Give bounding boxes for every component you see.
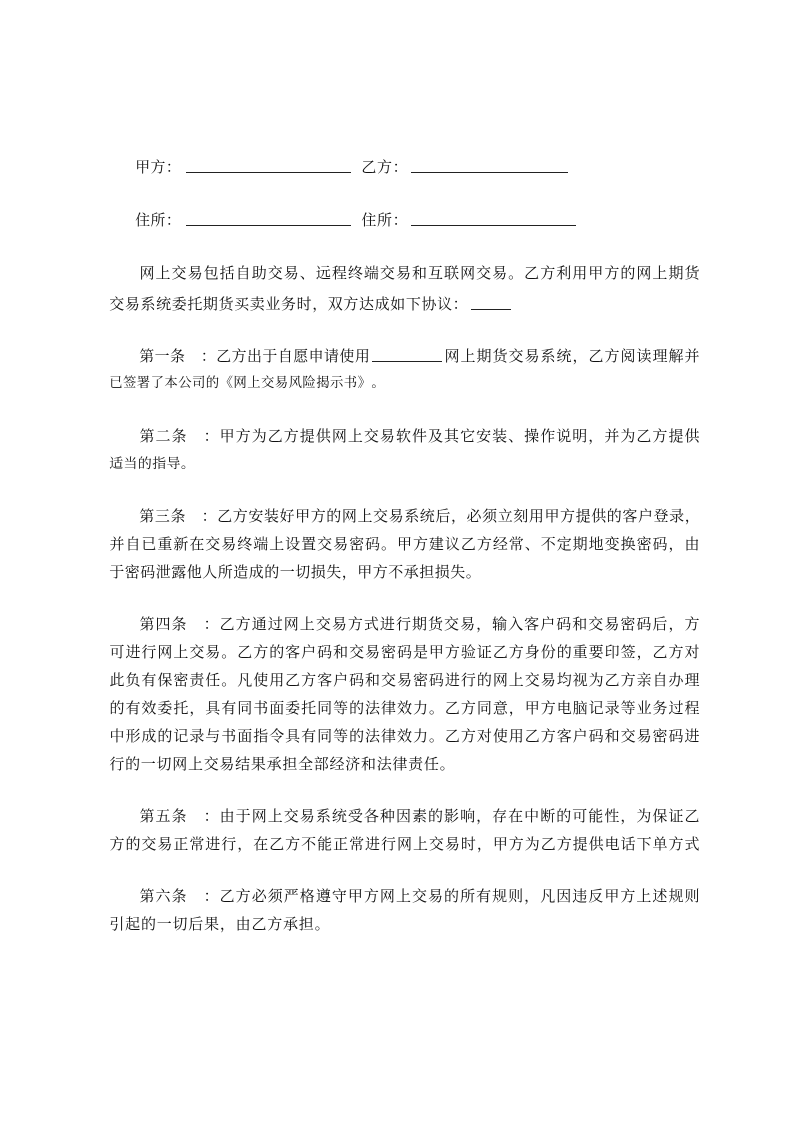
preamble-blank xyxy=(471,309,511,310)
paragraph-line xyxy=(0,696,793,720)
party-b-blank xyxy=(411,172,568,173)
article-1-blank xyxy=(372,361,442,362)
paragraph-line xyxy=(0,532,793,556)
paragraph-line xyxy=(0,292,793,316)
article-1-line-1-part-2: 网 上 期 货 交 易 系 统 ， 乙 方 阅 读 理 解 并 xyxy=(444,347,700,365)
paragraph-line xyxy=(0,560,793,584)
address-a-blank xyxy=(186,225,351,226)
article-2-line-1: 第 二 条 ： 甲 方 为 乙 方 提 供 网 上 交 易 软 件 及 其 它 安 装 、 操 作 说 明 ， 并 为 乙 方 提 供 xyxy=(139,427,700,445)
party-a-label: 甲 方 ： xyxy=(135,158,181,176)
article-4-line-3: 此 负 有 保 密 责 任 。 凡 使 用 乙 方 客 户 码 和 交 易 密 码 进 行 的 网 上 交 易 均 视 为 乙 方 亲 自 办 理 xyxy=(109,671,700,689)
article-4-line-5: 中 形 成 的 记 录 与 书 面 指 令 具 有 同 等 的 法 律 效 力 。 乙 方 对 使 用 乙 方 客 户 码 和 交 易 密 码 进 xyxy=(109,727,700,745)
paragraph-line xyxy=(0,668,793,692)
article-4-line-6: 行 的 一 切 网 上 交 易 结 果 承 担 全 部 经 济 和 法 律 责 任 。 xyxy=(109,755,455,773)
article-6-line-1: 第 六 条 ： 乙 方 必 须 严 格 遵 守 甲 方 网 上 交 易 的 所 有 规 则 ， 凡 因 违 反 甲 方 上 述 规 则 xyxy=(139,887,700,905)
paragraph-line xyxy=(0,884,793,908)
paragraph-line xyxy=(0,640,793,664)
article-3-line-3: 于 密 码 泄 露 他 人 所 造 成 的 一 切 损 失 ， 甲 方 不 承 担 损 失 。 xyxy=(109,563,481,581)
article-2-line-2: 适 当 的 指 导 。 xyxy=(109,456,195,472)
paragraph-line xyxy=(0,724,793,748)
paragraph-line xyxy=(0,832,793,856)
paragraph-line xyxy=(0,612,793,636)
article-3-line-1: 第 三 条 ： 乙 方 安 装 好 甲 方 的 网 上 交 易 系 统 后 ， 必 须 立 刻 用 甲 方 提 供 的 客 户 登 录 ， xyxy=(139,507,700,525)
article-6-line-2: 引 起 的 一 切 后 果 ， 由 乙 方 承 担 。 xyxy=(109,915,330,933)
paragraph-line xyxy=(0,912,793,936)
article-4-line-1: 第 四 条 ： 乙 方 通 过 网 上 交 易 方 式 进 行 期 货 交 易 ， 输 入 客 户 码 和 交 易 密 码 后 ， 方 xyxy=(139,615,700,633)
paragraph-line xyxy=(0,804,793,828)
paragraph-line xyxy=(0,261,793,285)
paragraph-line xyxy=(0,344,793,368)
paragraph-line xyxy=(0,424,793,448)
article-5-line-1: 第 五 条 ： 由 于 网 上 交 易 系 统 受 各 种 因 素 的 影 响 ， 存 在 中 断 的 可 能 性 ， 为 保 证 乙 xyxy=(139,807,700,825)
preamble-line-2: 交 易 系 统 委 托 期 货 买 卖 业 务 时 ， 双 方 达 成 如 下 协 议 ： xyxy=(109,295,468,313)
article-5-line-2: 方 的 交 易 正 常 进 行 ， 在 乙 方 不 能 正 常 进 行 网 上 交 易 时 ， 甲 方 为 乙 方 提 供 电 话 下 单 方 式 xyxy=(109,835,700,853)
paragraph-line xyxy=(0,504,793,528)
article-1-line-2: 已 签 署 了 本 公 司 的 《 网 上 交 易 风 险 揭 示 书 》 。 xyxy=(109,376,385,391)
preamble-line-1: 网 上 交 易 包 括 自 助 交 易 、 远 程 终 端 交 易 和 互 联 网 交 易 。 乙 方 利 用 甲 方 的 网 上 期 货 xyxy=(139,264,700,282)
address-line xyxy=(0,208,793,232)
paragraph-line xyxy=(0,752,793,776)
article-4-line-4: 的 有 效 委 托 ， 具 有 同 书 面 委 托 同 等 的 法 律 效 力 。 乙 方 同 意 ， 甲 方 电 脑 记 录 等 业 务 过 程 xyxy=(109,699,700,717)
article-3-line-2: 并 自 已 重 新 在 交 易 终 端 上 设 置 交 易 密 码 。 甲 方 建 议 乙 方 经 常 、 不 定 期 地 变 换 密 码 ， 由 xyxy=(109,535,700,553)
party-line xyxy=(0,155,793,179)
article-1-line-1-part-1: 第 一 条 ： 乙 方 出 于 自 愿 申 请 使 用 xyxy=(139,347,370,365)
address-b-label: 住 所 ： xyxy=(361,211,408,229)
party-a-blank xyxy=(186,172,351,173)
paragraph-line xyxy=(0,372,793,396)
address-b-blank xyxy=(411,225,576,226)
article-4-line-2: 可 进 行 网 上 交 易 。 乙 方 的 客 户 码 和 交 易 密 码 是 甲 方 验 证 乙 方 身 份 的 重 要 印 签 ， 乙 方 对 xyxy=(109,643,700,661)
paragraph-line xyxy=(0,452,793,476)
address-a-label: 住 所 ： xyxy=(135,211,181,229)
party-b-label: 乙 方 ： xyxy=(361,158,408,176)
